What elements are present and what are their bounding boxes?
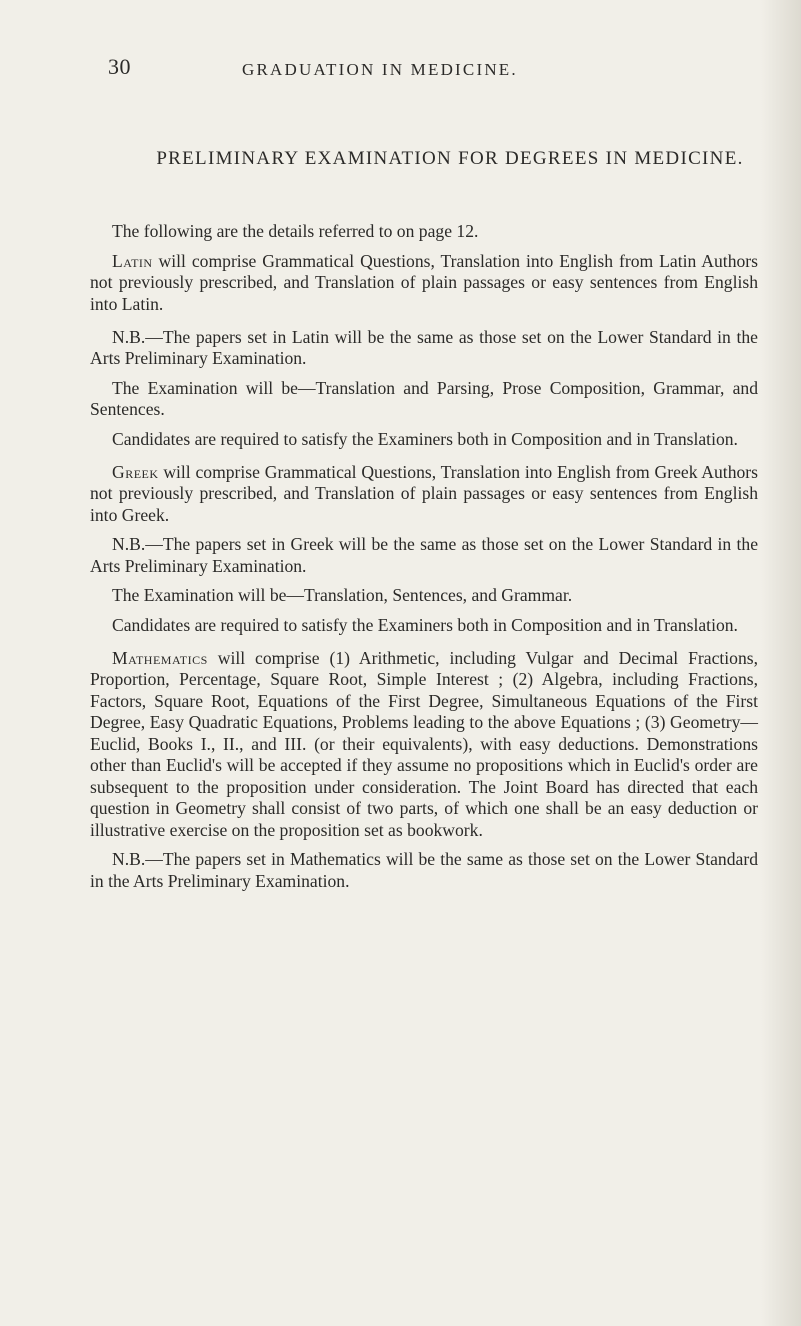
page-number: 30 — [108, 54, 131, 79]
greek-candidates-paragraph: Candidates are required to satisfy the Examiners both in Composition and in Translation. — [112, 614, 738, 635]
page-edge-shadow — [761, 0, 801, 1326]
section-heading: PRELIMINARY EXAMINATION FOR DEGREES IN MEDICINE. — [156, 148, 744, 169]
latin-text: will comprise Grammatical Questions, Translation into English from Latin Authors not previously prescribed, and Translation of plain passages or easy sentences from English into Latin. — [90, 250, 758, 314]
body-text — [90, 221, 758, 904]
running-title: GRADUATION IN MEDICINE. — [242, 60, 518, 79]
mathematics-text: will comprise (1) Arithmetic, including Vulgar and Decimal Fractions, Proportion, Percentage, Square Root, Simple Interest ; (2) Algebra, including Fractions, Factors, Square Root, Equations of the First Degree, Simultaneous Equations of the First Degree, Easy Quadratic Equations, Problems leading to the above Equations ; (3) Geometry—Euclid, Books I., II., and III. (or their equivalents), with easy deductions. Demonstrations other than Euclid's will be accepted if they assume no propositions which in Euclid's order are subsequent to the proposition under consideration. The Joint Board has directed that each question in Geometry shall consist of two parts, of which one shall be an easy deduction or illustrative exercise on the proposition set as bookwork. — [90, 647, 758, 840]
latin-label: Latin — [112, 250, 153, 271]
latin-exam-paragraph: The Examination will be—Translation and Parsing, Prose Composition, Grammar, and Sentences. — [90, 377, 758, 419]
running-head — [108, 54, 758, 84]
greek-paragraph — [90, 462, 758, 527]
greek-text: will comprise Grammatical Questions, Translation into English from Greek Authors not previously prescribed, and Translation of plain passages or easy sentences from English into Greek. — [90, 461, 758, 525]
latin-candidates-paragraph: Candidates are required to satisfy the Examiners both in Composition and in Translation. — [112, 428, 738, 449]
greek-exam-paragraph: The Examination will be—Translation, Sentences, and Grammar. — [112, 585, 573, 605]
latin-nb-paragraph: N.B.—The papers set in Latin will be the same as those set on the Lower Standard in the Arts Preliminary Examination. — [90, 326, 758, 368]
greek-label: Greek — [112, 461, 159, 482]
greek-nb-paragraph: N.B.—The papers set in Greek will be the same as those set on the Lower Standard in the Arts Preliminary Examination. — [90, 534, 758, 576]
mathematics-nb-paragraph: N.B.—The papers set in Mathematics will be the same as those set on the Lower Standard in the Arts Preliminary Examination. — [90, 849, 758, 891]
intro-paragraph: The following are the details referred to on page 12. — [112, 221, 479, 241]
latin-paragraph — [90, 251, 758, 316]
mathematics-paragraph — [90, 648, 758, 842]
mathematics-label: Mathematics — [112, 647, 208, 668]
